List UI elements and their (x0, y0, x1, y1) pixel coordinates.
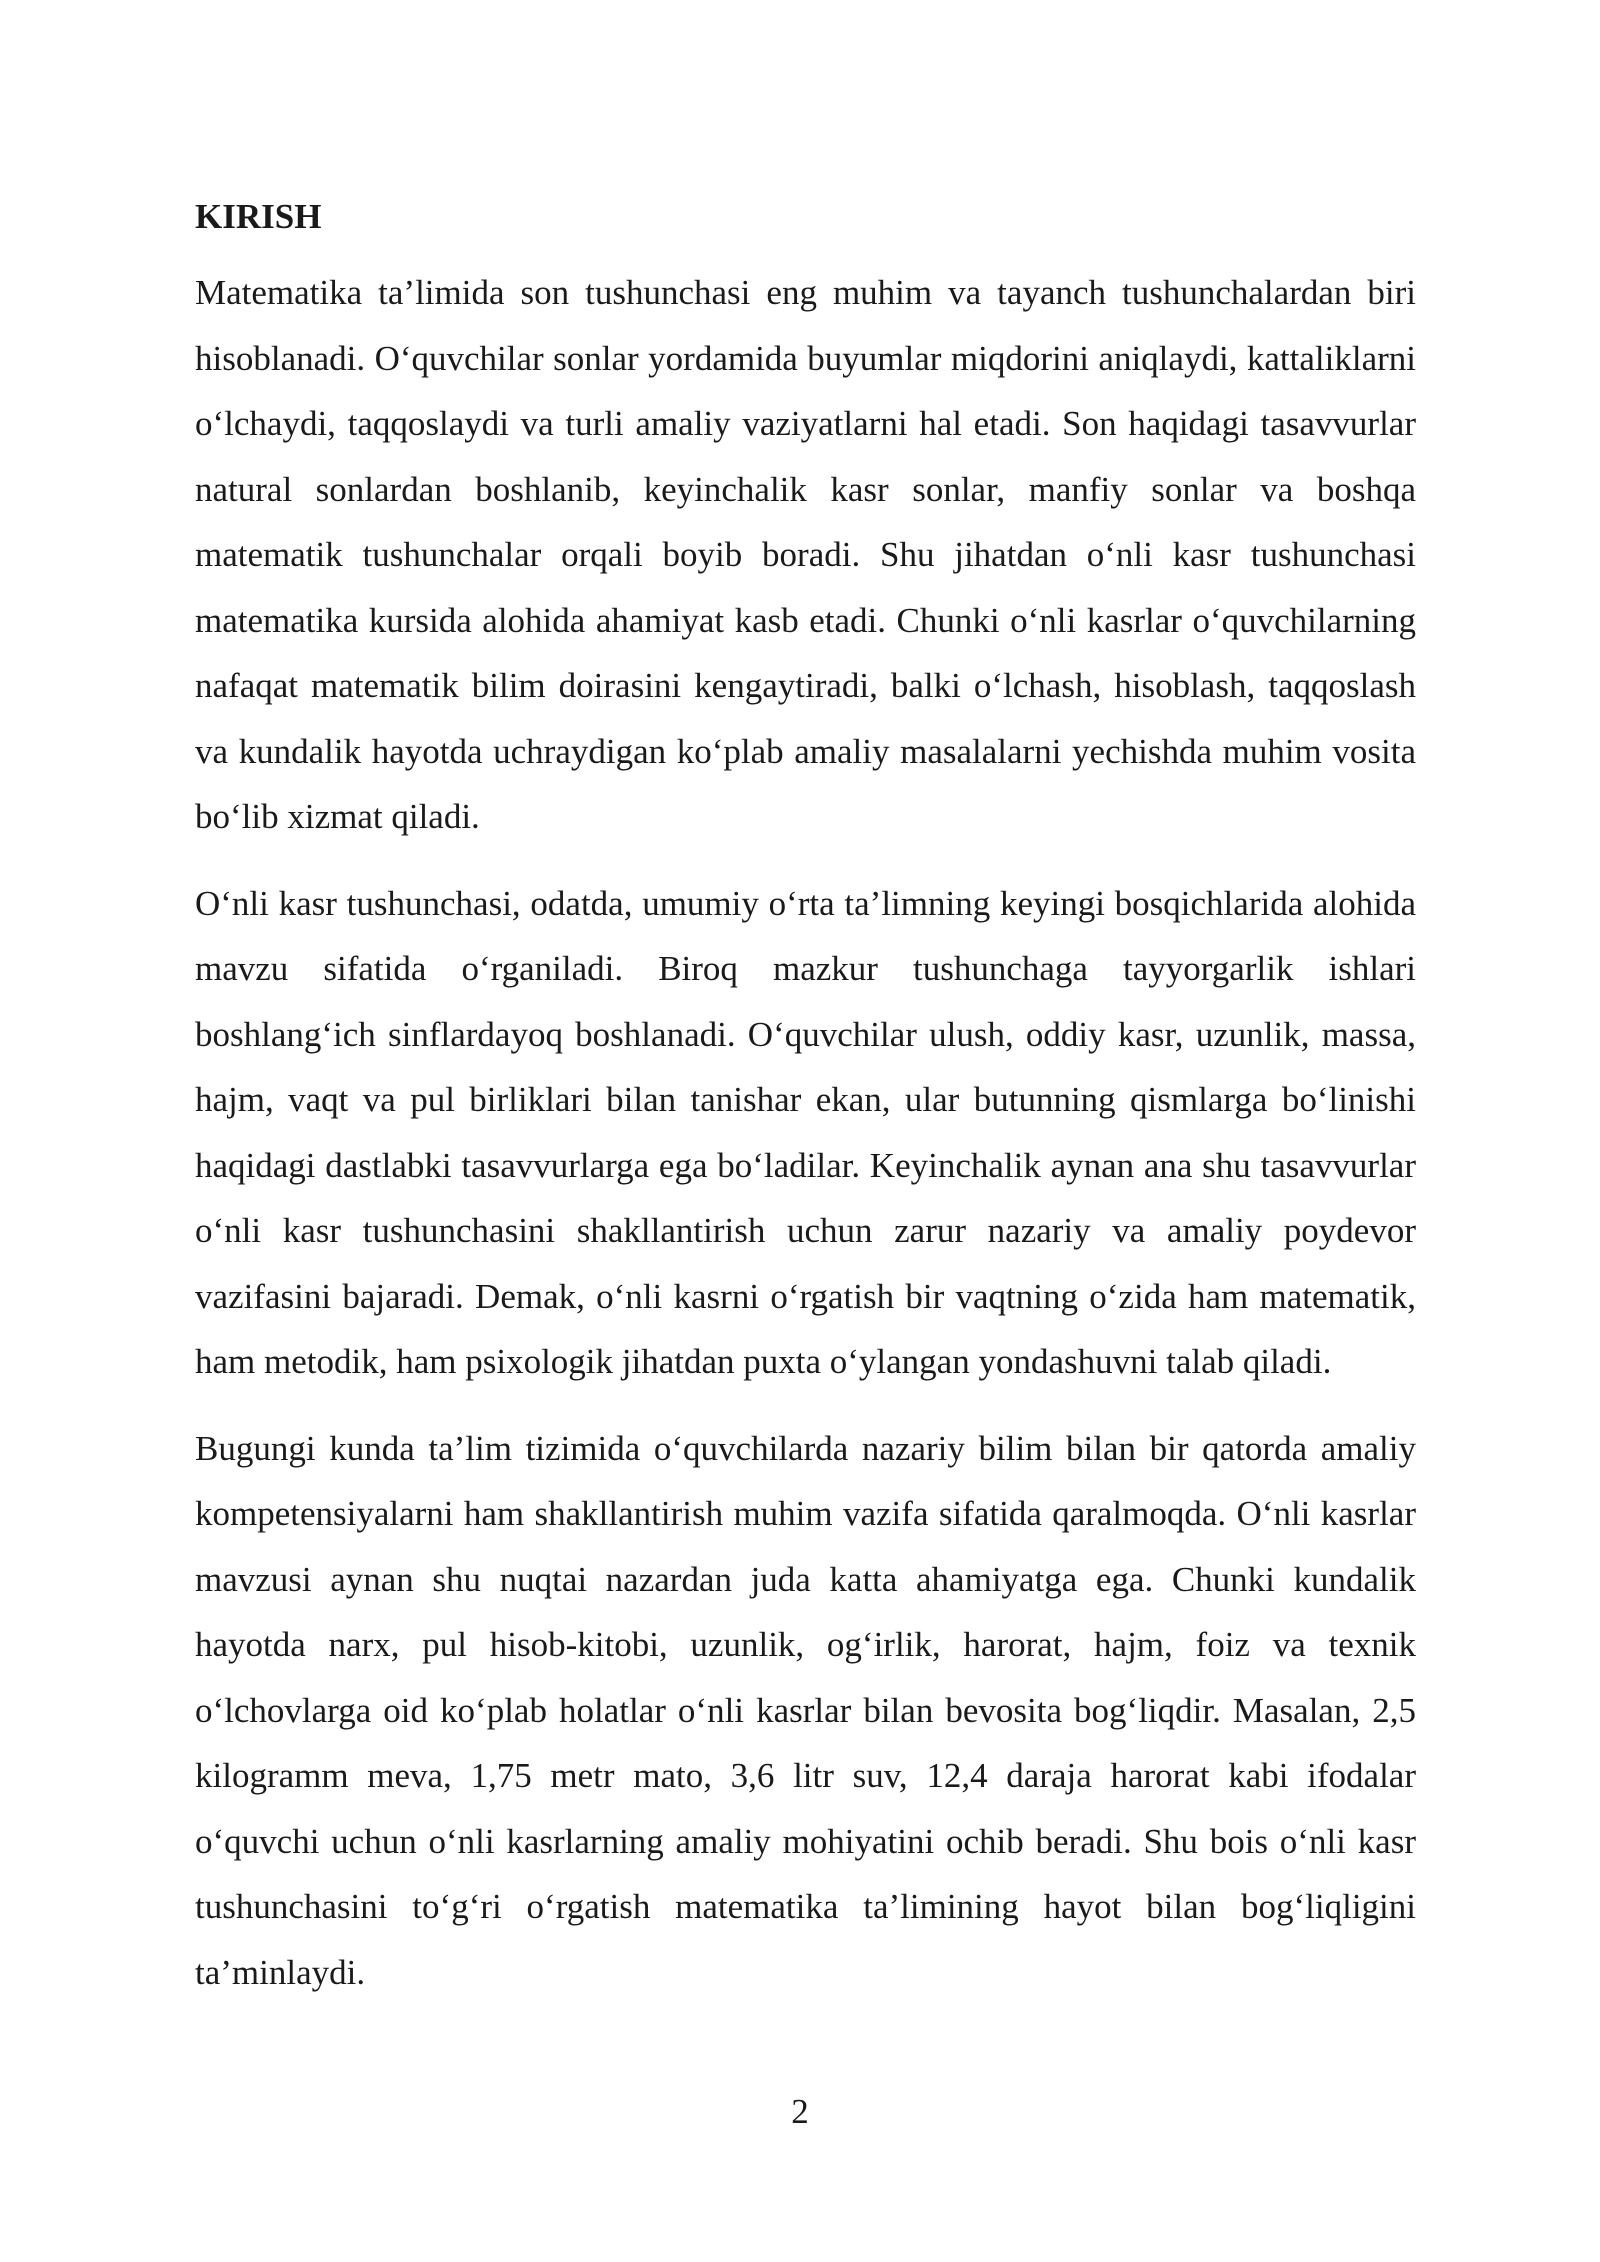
paragraph-3: Bugungi kunda ta’lim tizimida o‘quvchilarda nazariy bilim bilan bir qatorda amaliy kompetensiyalarni ham shakllantirish muhim vazifa sifatida qaralmoqda. O‘nli kasrlar mavzusi aynan shu nuqtai nazardan juda katta ahamiyatga ega. Chunki kundalik hayotda narx, pul hisob-kitobi, uzunlik, og‘irlik, harorat, hajm, foiz va texnik o‘lchovlarga oid ko‘plab holatlar o‘nli kasrlar bilan bevosita bog‘liqdir. Masalan, 2,5 kilogramm meva, 1,75 metr mato, 3,6 litr suv, 12,4 daraja harorat kabi ifodalar o‘quvchi uchun o‘nli kasrlarning amaliy mohiyatini ochib beradi. Shu bois o‘nli kasr tushunchasini to‘g‘ri o‘rgatish matematika ta’limining hayot bilan bog‘liqligini ta’minlaydi. (195, 1428, 1416, 1992)
page-number: 2 (791, 2092, 809, 2131)
paragraph-1: Matematika ta’limida son tushunchasi eng muhim va tayanch tushunchalardan biri hisoblanadi. O‘quvchilar sonlar yordamida buyumlar miqdorini aniqlaydi, kattaliklarni o‘lchaydi, taqqoslaydi va turli amaliy vaziyatlarni hal etadi. Son haqidagi tasavvurlar natural sonlardan boshlanib, keyinchalik kasr sonlar, manfiy sonlar va boshqa matematik tushunchalar orqali boyib boradi. Shu jihatdan o‘nli kasr tushunchasi matematika kursida alohida ahamiyat kasb etadi. Chunki o‘nli kasrlar o‘quvchilarning nafaqat matematik bilim doirasini kengaytiradi, balki o‘lchash, hisoblash, taqqoslash va kundalik hayotda uchraydigan ko‘plab amaliy masalalarni yechishda muhim vosita bo‘lib xizmat qiladi. (195, 273, 1416, 836)
section-heading: KIRISH (195, 197, 322, 236)
document-page (195, 190, 1416, 2026)
paragraph-2: O‘nli kasr tushunchasi, odatda, umumiy o‘rta ta’limning keyingi bosqichlarida alohida mavzu sifatida o‘rganiladi. Biroq mazkur tushunchaga tayyorgarlik ishlari boshlang‘ich sinflardayoq boshlanadi. O‘quvchilar ulush, oddiy kasr, uzunlik, massa, hajm, vaqt va pul birliklari bilan tanishar ekan, ular butunning qismlarga bo‘linishi haqidagi dastlabki tasavvurlarga ega bo‘ladilar. Keyinchalik aynan ana shu tasavvurlar o‘nli kasr tushunchasini shakllantirish uchun zarur nazariy va amaliy poydevor vazifasini bajaradi. Demak, o‘nli kasrni o‘rgatish bir vaqtning o‘zida ham matematik, ham metodik, ham psixologik jihatdan puxta o‘ylangan yondashuvni talab qiladi. (195, 883, 1416, 1381)
